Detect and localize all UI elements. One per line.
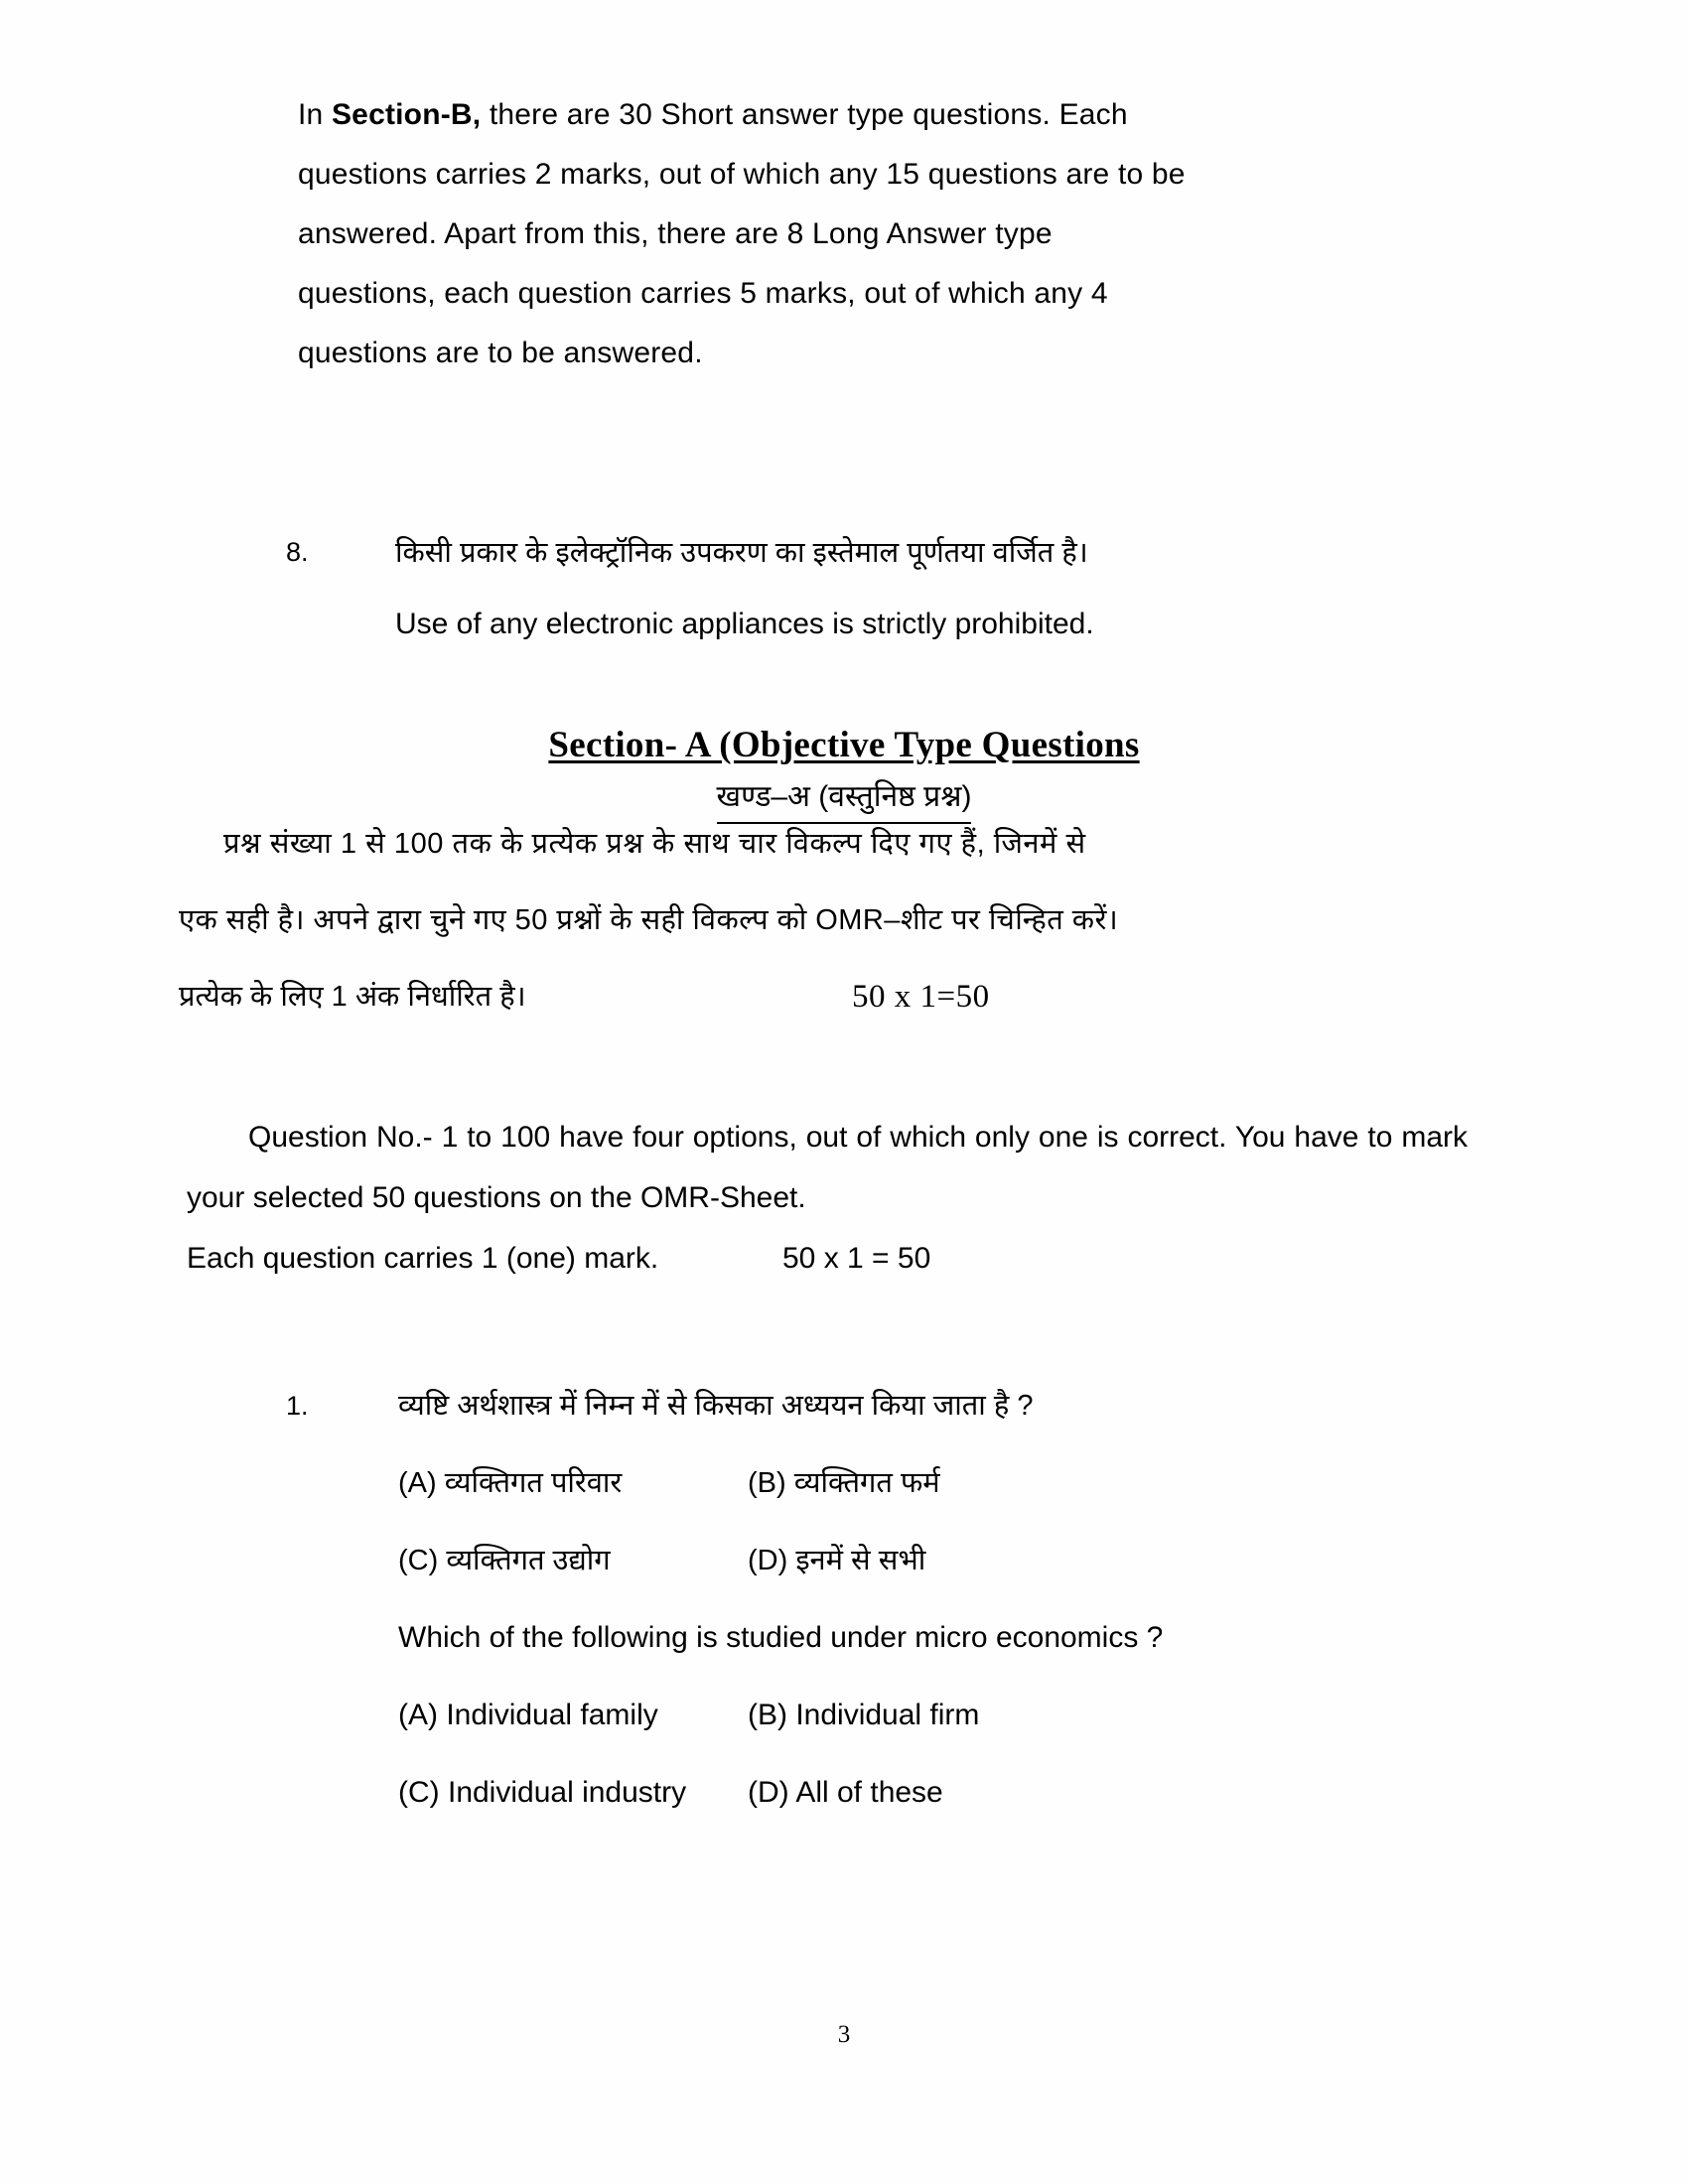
instruction-item-8-hindi: किसी प्रकार के इलेक्ट्रॉनिक उपकरण का इस्तेमाल पूर्णतया वर्जित है। [395,537,1088,569]
english-instruction-last-line-text: Each question carries 1 (one) mark. [187,1242,659,1275]
hindi-instruction-line-3 [179,959,1481,1035]
question-1-option-c-english[interactable]: (C) Individual industry [398,1776,687,1809]
intro-line-4: questions, each question carries 5 marks, out of which any 4 [298,277,1108,310]
question-1-option-b-hindi[interactable]: (B) व्यक्तिगत फर्म [748,1467,940,1499]
section-a-title-english: Section- A (Objective Type Questions [548,725,1140,765]
question-1-option-a-english[interactable]: (A) Individual family [398,1699,658,1731]
question-1-option-a-hindi[interactable]: (A) व्यक्तिगत परिवार [398,1467,623,1499]
question-1-body [398,1378,1477,1821]
question-1-english-options-row-1 [398,1688,1477,1743]
english-instructions-block [187,1107,1468,1289]
question-1-option-b-english[interactable]: (B) Individual firm [748,1699,980,1731]
question-1-option-d-hindi[interactable]: (D) इनमें से सभी [748,1545,926,1576]
english-instruction-paragraph: Question No.- 1 to 100 have four options, out of which only one is correct. You have to mark your selected 50 questions on the OMR-Sheet. [187,1121,1468,1214]
question-1-text-english: Which of the following is studied under micro economics ? [398,1621,1164,1654]
instruction-item-8-english: Use of any electronic appliances is strictly prohibited. [395,608,1094,640]
hindi-instruction-line-1: प्रश्न संख्या 1 से 100 तक के प्रत्येक प्रश्न के साथ चार विकल्प दिए गए हैं, जिनमें से [223,828,1086,860]
question-1-number: 1. [286,1391,309,1421]
instruction-item-8 [286,524,1477,653]
intro-line-1 [298,85,1468,145]
section-b-label: Section-B, [331,98,482,131]
instruction-item-8-body [395,524,1477,653]
question-1-english-options-row-2 [398,1765,1477,1821]
intro-line-2: questions carries 2 marks, out of which any 15 questions are to be [298,158,1186,191]
intro-line-3: answered. Apart from this, there are 8 Long Answer type [298,217,1053,250]
page-number: 3 [837,2021,851,2048]
hindi-marks-notation: 50 x 1=50 [852,979,990,1015]
intro-line1-suffix: there are 30 Short answer type questions. Each [481,98,1128,131]
english-marks-notation: 50 x 1 = 50 [782,1242,931,1275]
english-instruction-last-line [187,1228,1468,1289]
question-1-hindi-options-row-2 [398,1533,1477,1588]
question-1 [286,1378,1477,1821]
hindi-instructions-block [179,806,1481,1035]
question-1-text-hindi: व्यष्टि अर्थशास्त्र में निम्न में से किसका अध्ययन किया जाता है ? [398,1390,1034,1422]
hindi-instruction-line-3-text: प्रत्येक के लिए 1 अंक निर्धारित है। [179,981,526,1013]
instruction-item-8-number: 8. [286,537,309,567]
hindi-instruction-line-2: एक सही है। अपने द्वारा चुने गए 50 प्रश्नों के सही विकल्प को OMR–शीट पर चिन्हित करें। [179,904,1119,936]
intro-line1-prefix: In [298,98,332,131]
intro-line-5: questions are to be answered. [298,337,703,369]
question-1-option-d-english[interactable]: (D) All of these [748,1776,943,1809]
section-a-title-hindi: खण्ड–अ (वस्तुनिष्ठ प्रश्न) [717,774,972,824]
question-1-hindi-options-row-1 [398,1455,1477,1511]
question-1-option-c-hindi[interactable]: (C) व्यक्तिगत उद्योग [398,1545,611,1576]
section-b-instructions [298,85,1468,383]
